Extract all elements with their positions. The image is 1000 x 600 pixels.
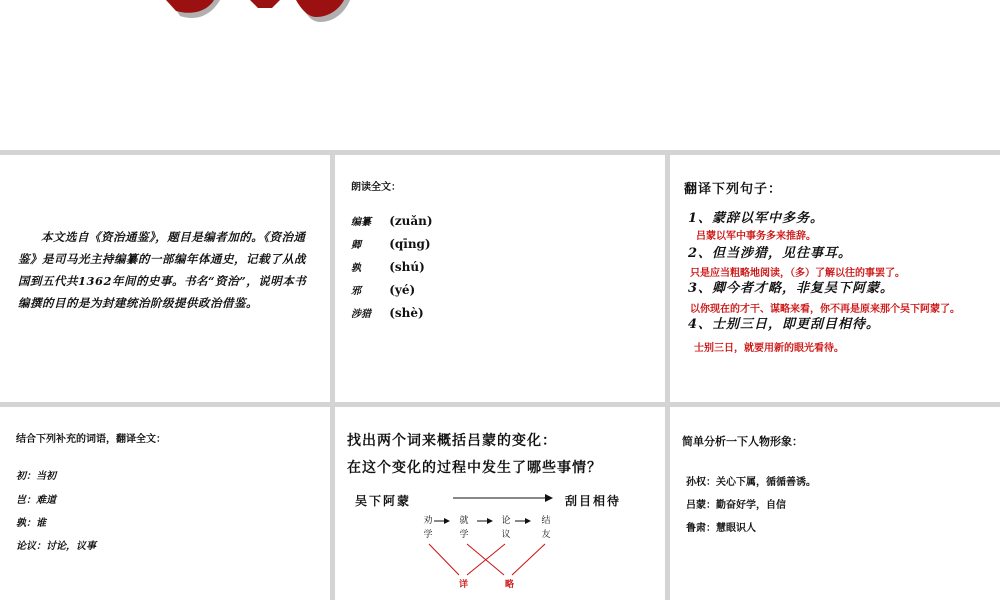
brief-connector bbox=[512, 544, 545, 575]
reading-panel bbox=[335, 155, 665, 402]
supplementary-heading: 结合下列补充的词语，翻译全文： bbox=[16, 434, 166, 445]
character-item: 孙权：关心下属，循循善诱。 bbox=[686, 477, 816, 488]
vocab-pinyin: (qīng) bbox=[389, 237, 431, 251]
character-item: 鲁肃：慧眼识人 bbox=[686, 523, 756, 534]
word-item: 孰：谁 bbox=[16, 518, 46, 529]
sentence-question: 3、卿今者才略，非复吴下阿蒙。 bbox=[688, 281, 895, 296]
vocab-pinyin: (shú) bbox=[389, 260, 425, 274]
vocab-term: 卿 bbox=[351, 240, 361, 251]
end-label: 刮目相待 bbox=[565, 494, 622, 508]
step-jiuxue: 就学 bbox=[459, 516, 469, 540]
vocab-item bbox=[351, 259, 425, 274]
vocab-term: 孰 bbox=[351, 263, 361, 274]
step-quanxue: 劝学 bbox=[423, 516, 433, 540]
sentence-answer: 吕蒙以军中事务多来推辞。 bbox=[696, 231, 816, 242]
vocab-item bbox=[351, 282, 415, 297]
step-arrow-head bbox=[487, 518, 493, 524]
vocab-item bbox=[351, 236, 431, 251]
intro-text: 本文选自《资治通鉴》，题目是编者加的。《资治通鉴》是司马光主持编纂的一部编年体通史，记载了从战国到五代共1362年间的史事。书名“资治”，说明本书编撰的目的是为封建统治阶级提供政治借鉴。 bbox=[18, 230, 307, 310]
word-item: 岂：难道 bbox=[16, 495, 56, 506]
sentence-question: 1、蒙辞以军中多务。 bbox=[688, 211, 825, 226]
slide-header-area bbox=[0, 0, 1000, 150]
vocab-term: 涉猎 bbox=[351, 309, 371, 320]
sentence-question: 4、士别三日，即更刮目相待。 bbox=[688, 317, 881, 332]
vocab-item bbox=[351, 305, 424, 320]
sentence-answer: 只是应当粗略地阅读，（多）了解以往的事罢了。 bbox=[690, 268, 905, 279]
translation-panel bbox=[670, 155, 1000, 402]
detail-connector bbox=[429, 544, 459, 575]
vocab-pinyin: (yé) bbox=[389, 283, 416, 297]
main-arrow-head bbox=[545, 494, 553, 502]
change-question: 找出两个词来概括吕蒙的变化： bbox=[347, 433, 557, 449]
reading-heading: 朗读全文： bbox=[351, 182, 401, 193]
vocab-term: 邪 bbox=[351, 286, 361, 297]
change-analysis-panel bbox=[335, 407, 665, 600]
sentence-question: 2、但当涉猎，见往事耳。 bbox=[688, 246, 853, 261]
step-jieyou: 结友 bbox=[541, 516, 551, 540]
word-item: 论议：讨论，议事 bbox=[16, 541, 96, 552]
start-label: 吴下阿蒙 bbox=[355, 494, 412, 508]
translation-heading: 翻译下列句子： bbox=[684, 182, 783, 197]
word-item: 初：当初 bbox=[16, 471, 56, 482]
vocab-pinyin: (zuǎn) bbox=[389, 214, 433, 228]
character-item: 吕蒙：勤奋好学，自信 bbox=[686, 500, 786, 511]
detail-label: 详 bbox=[459, 580, 469, 590]
character-analysis-panel bbox=[670, 407, 1000, 600]
step-arrow-head bbox=[525, 518, 531, 524]
brief-label: 略 bbox=[505, 580, 515, 590]
character-heading: 简单分析一下人物形象： bbox=[682, 435, 803, 448]
vocab-item bbox=[351, 213, 433, 228]
decorative-title-graphic bbox=[150, 0, 350, 48]
vocab-pinyin: (shè) bbox=[389, 306, 424, 320]
sentence-answer: 士别三日，就要用新的眼光看待。 bbox=[694, 343, 844, 354]
sentence-answer: 以你现在的才干、谋略来看，你不再是原来那个吴下阿蒙了。 bbox=[690, 304, 960, 315]
intro-panel bbox=[0, 155, 330, 402]
vocab-term: 编纂 bbox=[351, 217, 371, 228]
supplementary-words-panel bbox=[0, 407, 330, 600]
change-flow-diagram bbox=[335, 407, 665, 600]
process-question: 在这个变化的过程中发生了哪些事情？ bbox=[347, 460, 602, 476]
step-arrow-head bbox=[444, 518, 450, 524]
step-lunyi: 论议 bbox=[501, 516, 511, 540]
